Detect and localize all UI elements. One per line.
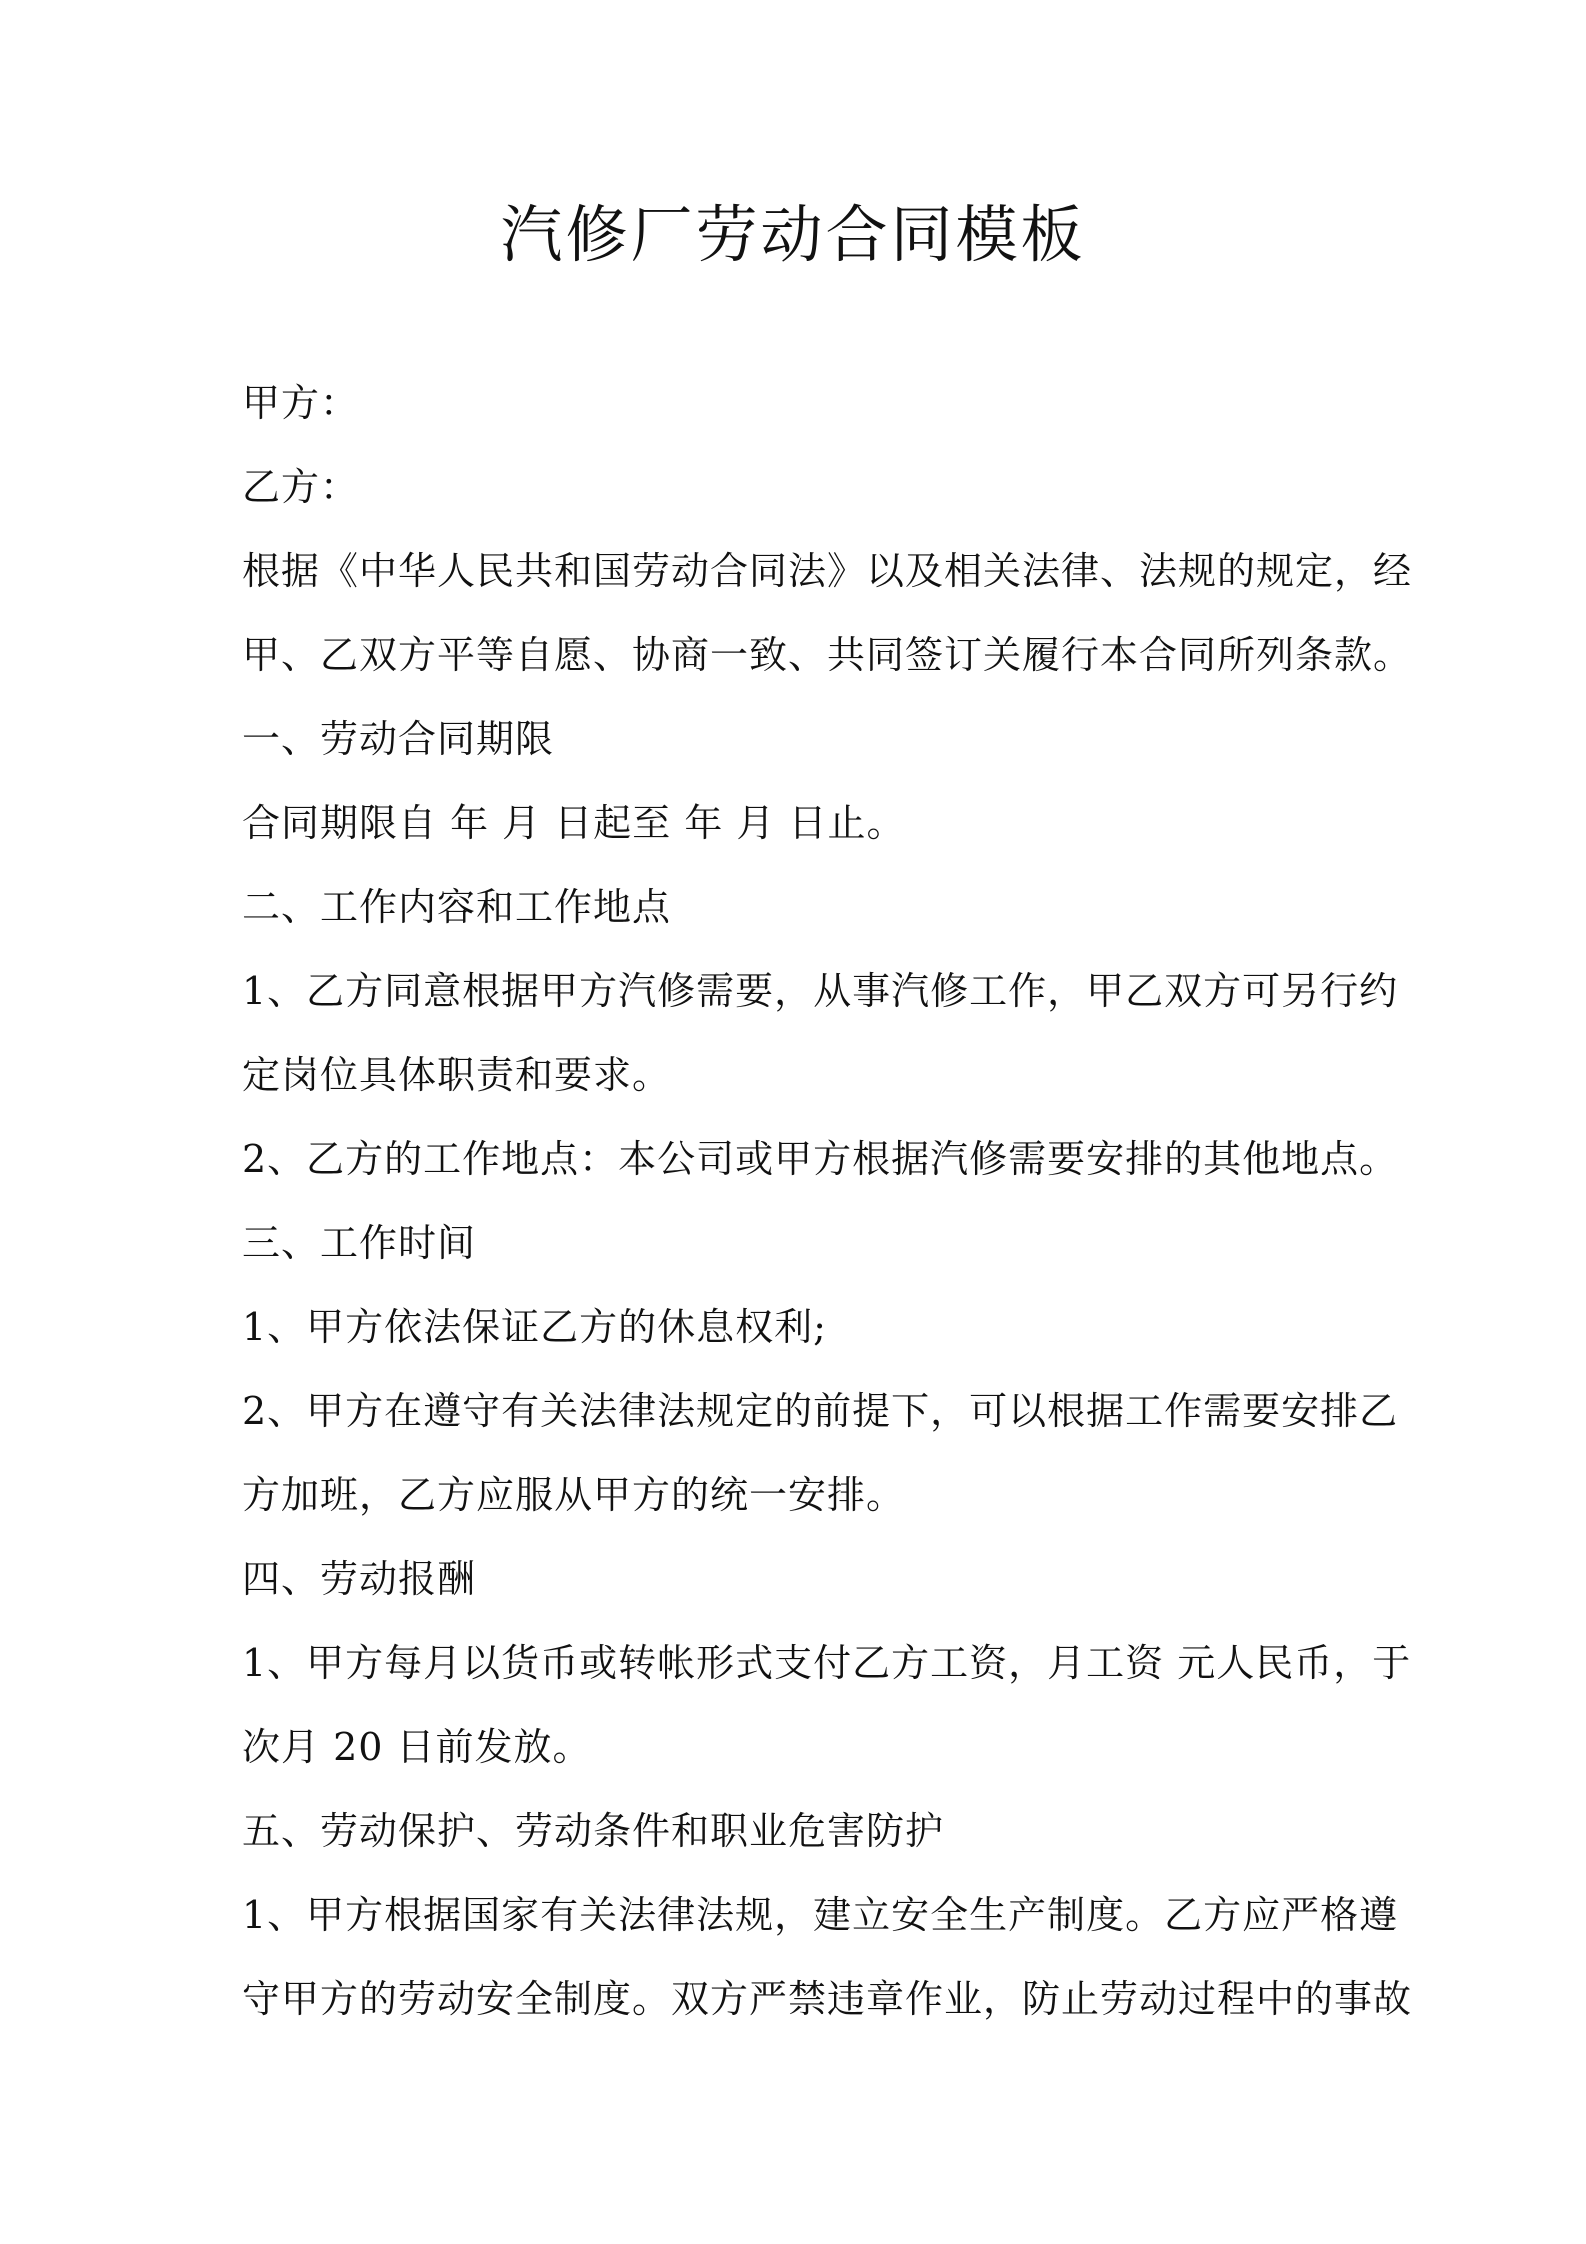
preamble-line-2: 甲、乙双方平等自愿、协商一致、共同签订关履行本合同所列条款。 xyxy=(242,633,1413,677)
protection-line-2: 守甲方的劳动安全制度。双方严禁违章作业，防止劳动过程中的事故 xyxy=(242,1977,1413,2021)
work-time-line-1: 1、甲方依法保证乙方的休息权利; xyxy=(242,1305,827,1349)
pay-line-1: 1、甲方每月以货币或转帐形式支付乙方工资，月工资 元人民币，于 xyxy=(242,1641,1412,1685)
party-b-line: 乙方： xyxy=(242,465,360,509)
work-time-line-3: 方加班，乙方应服从甲方的统一安排。 xyxy=(242,1473,906,1517)
section-heading-term: 一、劳动合同期限 xyxy=(242,717,555,761)
section-heading-pay: 四、劳动报酬 xyxy=(242,1557,477,1601)
work-time-line-2: 2、甲方在遵守有关法律法规定的前提下，可以根据工作需要安排乙 xyxy=(242,1389,1399,1433)
term-line: 合同期限自 年 月 日起至 年 月 日止。 xyxy=(242,801,906,845)
party-a-line: 甲方： xyxy=(242,381,360,425)
pay-line-2: 次月 20 日前发放。 xyxy=(242,1725,592,1769)
document-title: 汽修厂劳动合同模板 xyxy=(500,198,1086,271)
work-content-line-1: 1、乙方同意根据甲方汽修需要，从事汽修工作，甲乙双方可另行约 xyxy=(242,969,1399,1013)
preamble-line-1: 根据《中华人民共和国劳动合同法》以及相关法律、法规的规定，经 xyxy=(242,549,1413,593)
section-heading-work-content: 二、工作内容和工作地点 xyxy=(242,885,672,929)
section-heading-work-time: 三、工作时间 xyxy=(242,1221,477,1265)
work-location-line: 2、乙方的工作地点：本公司或甲方根据汽修需要安排的其他地点。 xyxy=(242,1137,1399,1181)
section-heading-protection: 五、劳动保护、劳动条件和职业危害防护 xyxy=(242,1809,945,1853)
work-content-line-2: 定岗位具体职责和要求。 xyxy=(242,1053,672,1097)
protection-line-1: 1、甲方根据国家有关法律法规，建立安全生产制度。乙方应严格遵 xyxy=(242,1893,1399,1937)
